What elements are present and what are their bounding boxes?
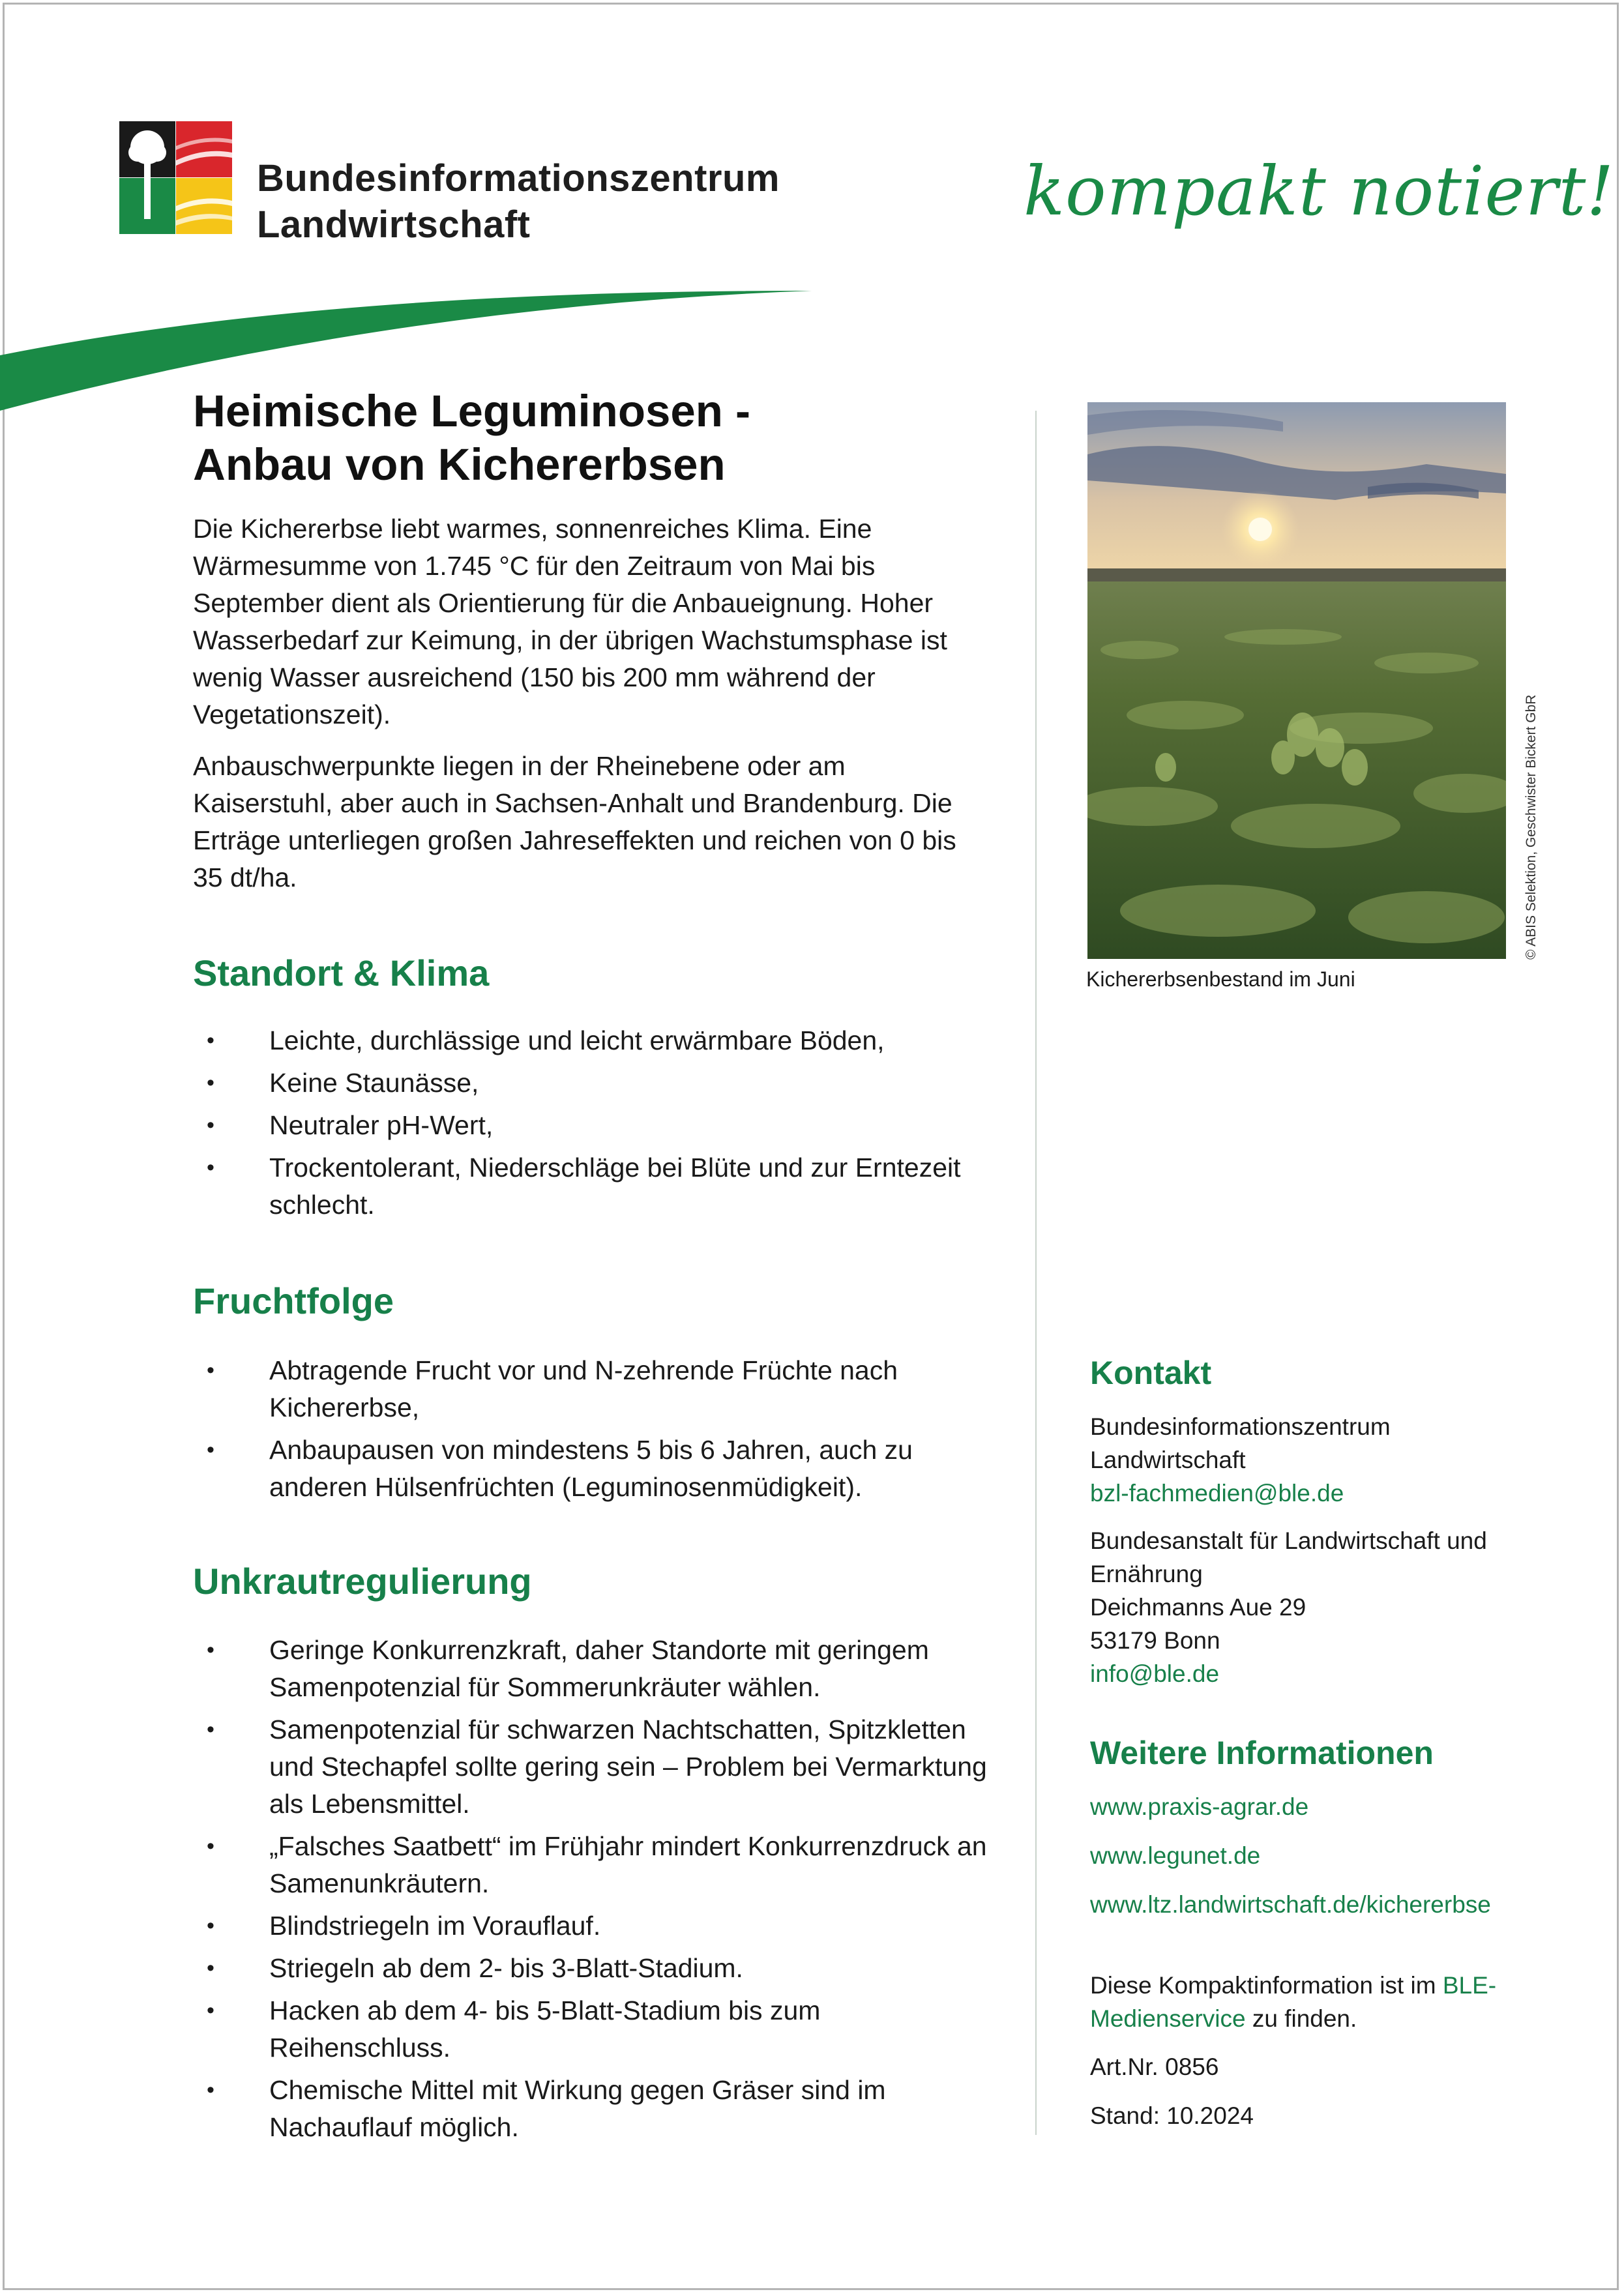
- list-item: • Samenpotenzial für schwarzen Nachtschatten, Spitzkletten und Stechapfel sollte gering sein – Problem bei Vermarktung als Lebensmittel.: [193, 1711, 1001, 1823]
- column-divider: [1035, 411, 1037, 2135]
- org-name-line1: Bundesinformationszentrum: [257, 157, 780, 199]
- footer-note-before: Diese Kompaktinformation ist im: [1090, 1972, 1443, 1999]
- list-fruchtfolge: [193, 1352, 1001, 1511]
- list-item: • Abtragende Frucht vor und N-zehrende Früchte nach Kichererbse,: [193, 1352, 1001, 1426]
- contact-org1-line1: Bundesinformationszentrum: [1090, 1413, 1391, 1440]
- contact-org2-line1: Bundesanstalt für Landwirtschaft und: [1090, 1527, 1487, 1554]
- list-unkrautregulierung: [193, 1632, 1001, 2151]
- article-number: Art.Nr. 0856: [1090, 2053, 1219, 2080]
- list-standort: [193, 1022, 1001, 1229]
- page-title-line2: Anbau von Kichererbsen: [193, 439, 726, 490]
- list-item: • Trockentolerant, Niederschläge bei Blüte und zur Erntezeit schlecht.: [193, 1149, 1001, 1224]
- chickpea-field-photo: [1087, 402, 1506, 959]
- footer-note: [1090, 1969, 1546, 2035]
- heading-weitere-informationen: Weitere Informationen: [1090, 1735, 1434, 1771]
- intro-paragraph-1: Die Kichererbse liebt warmes, sonnenreiches Klima. Eine Wärmesumme von 1.745 °C für den Zeitraum von Mai bis September dient als Orientierung für die Anbaueignung. Hoher Wasserbedarf zur Keimung, in der übrigen Wachstumsphase ist wenig Wasser ausreichend (150 bis 200 mm während der Vegetationszeit).: [193, 514, 947, 729]
- contact-org2-line2: Ernährung: [1090, 1561, 1203, 1587]
- contact-street: Deichmanns Aue 29: [1090, 1594, 1307, 1621]
- list-item: • Blindstriegeln im Vorauflauf.: [193, 1907, 1001, 1945]
- heading-standort: Standort & Klima: [193, 952, 490, 993]
- list-item: • „Falsches Saatbett“ im Frühjahr mindert Konkurrenzdruck an Samenunkräutern.: [193, 1828, 1001, 1902]
- photo-credit: © ABIS Selektion, Geschwister Bickert GbR: [1524, 694, 1539, 960]
- stand-date: Stand: 10.2024: [1090, 2102, 1254, 2129]
- heading-unkrautregulierung: Unkrautregulierung: [193, 1561, 532, 1602]
- page-title: [193, 385, 750, 492]
- contact-block-ble: [1090, 1524, 1572, 1690]
- bzl-logo-icon: [119, 121, 232, 234]
- list-item: • Geringe Konkurrenzkraft, daher Standorte mit geringem Samenpotenzial für Sommerunkräuter wählen.: [193, 1632, 1001, 1706]
- org-name-line2: Landwirtschaft: [257, 203, 531, 246]
- list-item: • Leichte, durchlässige und leicht erwärmbare Böden,: [193, 1022, 1001, 1059]
- list-item: • Keine Staunässe,: [193, 1065, 1001, 1102]
- list-item: • Striegeln ab dem 2- bis 3-Blatt-Stadium.: [193, 1950, 1001, 1987]
- contact-city: 53179 Bonn: [1090, 1627, 1220, 1654]
- email-link-bzl[interactable]: bzl-fachmedien@ble.de: [1090, 1480, 1344, 1507]
- email-link-ble[interactable]: info@ble.de: [1090, 1660, 1220, 1687]
- list-item: • Chemische Mittel mit Wirkung gegen Gräser sind im Nachauflauf möglich.: [193, 2072, 1001, 2146]
- link-ltz-kichererbse[interactable]: www.ltz.landwirtschaft.de/kichererbse: [1090, 1891, 1491, 1918]
- contact-block-bzl: [1090, 1410, 1572, 1510]
- ble-medienservice-link[interactable]: BLE-Medienservice: [1090, 1972, 1497, 2032]
- heading-fruchtfolge: Fruchtfolge: [193, 1280, 394, 1321]
- heading-kontakt: Kontakt: [1090, 1355, 1212, 1391]
- page-title-line1: Heimische Leguminosen -: [193, 386, 751, 436]
- contact-org1-line2: Landwirtschaft: [1090, 1447, 1246, 1473]
- link-legunet[interactable]: www.legunet.de: [1090, 1842, 1261, 1869]
- intro-paragraph-2: Anbauschwerpunkte liegen in der Rheinebene oder am Kaiserstuhl, aber auch in Sachsen-Anhalt und Brandenburg. Die Erträge unterliegen großen Jahreseffekten und reichen von 0 bis 35 dt/ha.: [193, 751, 956, 892]
- link-praxis-agrar[interactable]: www.praxis-agrar.de: [1090, 1793, 1309, 1820]
- footer-note-after: zu finden.: [1245, 2005, 1357, 2032]
- org-name: [257, 155, 780, 248]
- list-item: • Hacken ab dem 4- bis 5-Blatt-Stadium bis zum Reihenschluss.: [193, 1992, 1001, 2066]
- list-item: • Neutraler pH-Wert,: [193, 1107, 1001, 1144]
- list-item: • Anbaupausen von mindestens 5 bis 6 Jahren, auch zu anderen Hülsenfrüchten (Leguminosenmüdigkeit).: [193, 1432, 1001, 1506]
- tagline: kompakt notiert!: [1024, 151, 1615, 231]
- photo-caption: Kichererbsenbestand im Juni: [1086, 967, 1355, 991]
